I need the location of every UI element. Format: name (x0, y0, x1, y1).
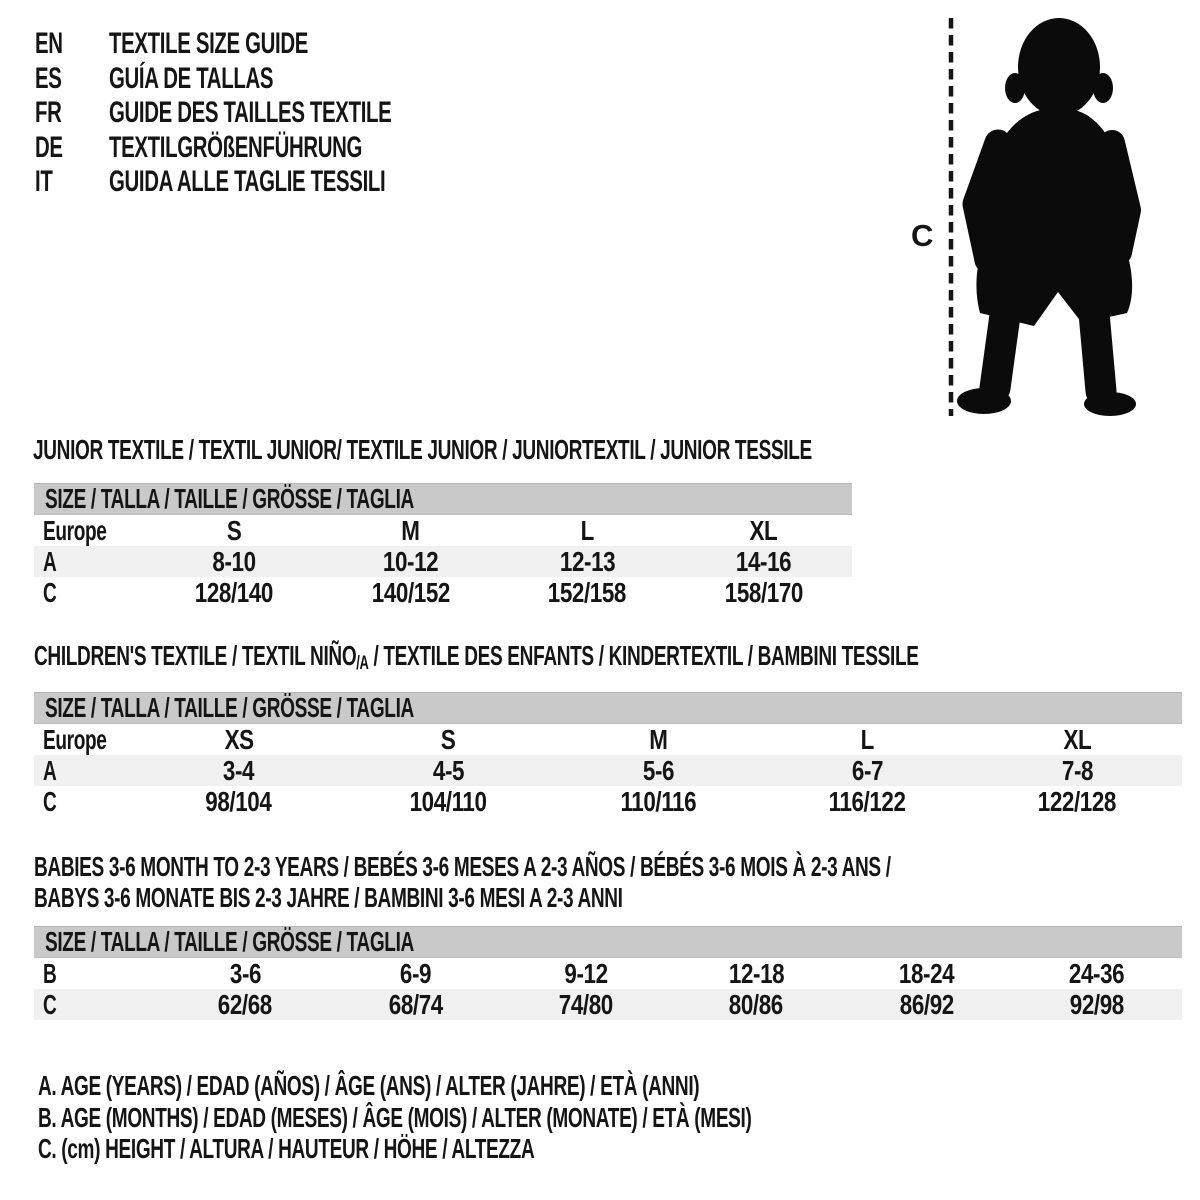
size-cell (134, 724, 344, 755)
value-cell (134, 786, 344, 817)
table-row-age (34, 546, 852, 577)
row-label-text: Europe (43, 724, 107, 755)
size-cell-text: M (401, 515, 420, 546)
value-cell (146, 546, 323, 577)
value-cell (671, 958, 841, 989)
legend-item-a: A. AGE (YEARS) / EDAD (AÑOS) / ÂGE (ANS) / ALTER (JAHRE) / ETÀ (ANNI) (38, 1070, 700, 1101)
value-cell (972, 786, 1182, 817)
size-cell (676, 515, 853, 546)
value-cell-text: 5-6 (642, 755, 674, 786)
language-row (35, 27, 524, 62)
table-row-height (34, 786, 1182, 817)
value-cell-text: 140/152 (371, 577, 450, 608)
size-cell-text: L (860, 724, 875, 755)
value-cell-text: 116/122 (829, 786, 907, 817)
value-cell (553, 755, 763, 786)
value-cell (671, 989, 841, 1020)
value-cell (499, 546, 676, 577)
row-label-text: A (43, 755, 57, 786)
legend-item (38, 1133, 1087, 1165)
value-cell (134, 755, 344, 786)
value-cell (323, 546, 500, 577)
children-title-sub: /A (356, 653, 369, 674)
size-cell-text: S (226, 515, 242, 546)
children-title-rest: / TEXTILE DES ENFANTS / KINDERTEXTIL / BAMBINI TESSILE (368, 640, 919, 671)
value-cell-text: 104/110 (409, 786, 487, 817)
junior-size-table (34, 483, 852, 608)
value-cell (1012, 989, 1182, 1020)
value-cell-text: 80/86 (729, 989, 784, 1020)
size-cell (499, 515, 676, 546)
size-header-text: SIZE / TALLA / TAILLE / GRÖSSE / TAGLIA (45, 483, 414, 514)
value-cell (499, 577, 676, 608)
row-label (34, 989, 160, 1020)
legend-item (38, 1070, 1087, 1102)
size-header-text: SIZE / TALLA / TAILLE / GRÖSSE / TAGLIA (45, 692, 414, 723)
value-cell (841, 958, 1011, 989)
value-cell (676, 546, 853, 577)
language-code-text: FR (35, 96, 62, 129)
value-cell-text: 10-12 (383, 546, 439, 577)
value-cell-text: 9-12 (564, 958, 608, 989)
row-label (34, 958, 160, 989)
measurement-legend (38, 1070, 1087, 1165)
row-label-text: A (43, 546, 57, 577)
size-cell-text: L (580, 515, 594, 546)
row-label (34, 724, 134, 755)
value-cell (763, 755, 973, 786)
size-cell-text: S (441, 724, 456, 755)
value-cell (841, 989, 1011, 1020)
language-row (35, 96, 524, 131)
size-cell (344, 724, 554, 755)
row-label (34, 786, 134, 817)
children-section-title-text (34, 640, 919, 675)
value-cell-text: 128/140 (195, 577, 274, 608)
size-header-band (34, 483, 852, 515)
row-label (34, 546, 146, 577)
guide-title: TEXTILGRÖßENFÜHRUNG (109, 130, 363, 164)
legend-item-b: B. AGE (MONTHS) / EDAD (MESES) / ÂGE (MOIS) / ALTER (MONATE) / ETÀ (MESI) (38, 1101, 752, 1133)
value-cell (323, 577, 500, 608)
value-cell-text: 12-18 (728, 958, 784, 989)
height-label-c: C (911, 218, 934, 253)
language-code (35, 27, 109, 62)
legend-item-c: C. (cm) HEIGHT / ALTURA / HAUTEUR / HÖHE / ALTEZZA (38, 1133, 535, 1164)
size-cell (553, 724, 763, 755)
children-section-title (34, 640, 1200, 675)
value-cell (763, 786, 973, 817)
value-cell-text: 18-24 (898, 958, 955, 989)
language-row (35, 62, 524, 97)
table-row-europe (34, 515, 852, 546)
value-cell (344, 755, 554, 786)
size-cell-text: XL (749, 515, 778, 546)
value-cell-text: 62/68 (218, 989, 273, 1020)
junior-section-title-text: JUNIOR TEXTILE / TEXTIL JUNIOR/ TEXTILE JUNIOR / JUNIORTEXTIL / JUNIOR TESSILE (33, 434, 812, 465)
value-cell (146, 577, 323, 608)
table-row-height (34, 989, 1182, 1020)
guide-title: GUÍA DE TALLAS (109, 61, 274, 95)
size-cell-text: XS (224, 724, 254, 755)
size-cell (972, 724, 1182, 755)
row-label-text: Europe (43, 515, 107, 546)
value-cell (160, 989, 330, 1020)
value-cell (344, 786, 554, 817)
junior-section-title (33, 434, 1178, 465)
value-cell (330, 958, 500, 989)
language-code-text: IT (35, 165, 53, 198)
value-cell-text: 6-9 (399, 958, 432, 989)
language-code-text: ES (35, 61, 62, 95)
guide-title: TEXTILE SIZE GUIDE (109, 27, 309, 60)
value-cell-text: 6-7 (851, 755, 884, 786)
table-row-europe (34, 724, 1182, 755)
babies-title-line2: BABYS 3-6 MONATE BIS 2-3 JAHRE / BAMBINI 3-6 MESI A 2-3 ANNI (34, 882, 623, 913)
size-cell (146, 515, 323, 546)
babies-section-title (34, 851, 1200, 913)
row-label (34, 577, 146, 608)
language-code (35, 96, 109, 131)
size-header-band (34, 692, 1182, 724)
value-cell-text: 98/104 (205, 786, 272, 817)
value-cell-text: 7-8 (1061, 755, 1093, 786)
row-label (34, 755, 134, 786)
table-row-age (34, 755, 1182, 786)
value-cell-text: 12-13 (559, 546, 615, 577)
table-row-months (34, 958, 1182, 989)
value-cell-text: 8-10 (212, 546, 256, 577)
value-cell-text: 3-6 (229, 958, 261, 989)
size-header-band (34, 926, 1182, 958)
row-label-text: C (43, 577, 57, 608)
language-row (35, 165, 524, 200)
value-cell (501, 989, 671, 1020)
value-cell-text: 86/92 (899, 989, 954, 1020)
language-row (35, 131, 524, 166)
language-title-list (35, 27, 524, 200)
children-size-table (34, 692, 1182, 817)
value-cell (501, 958, 671, 989)
value-cell-text: 74/80 (558, 989, 613, 1020)
size-header-text: SIZE / TALLA / TAILLE / GRÖSSE / TAGLIA (45, 926, 414, 957)
language-code (35, 62, 109, 97)
value-cell (1012, 958, 1182, 989)
row-label-text: C (43, 786, 57, 817)
language-code (35, 165, 109, 200)
value-cell (330, 989, 500, 1020)
value-cell-text: 3-4 (223, 755, 255, 786)
value-cell-text: 110/116 (620, 786, 696, 817)
row-label-text: C (43, 989, 57, 1020)
language-code-text: DE (35, 130, 63, 164)
value-cell (160, 958, 330, 989)
babies-size-table (34, 926, 1182, 1020)
value-cell (676, 577, 853, 608)
size-cell (323, 515, 500, 546)
guide-title: GUIDE DES TAILLES TEXTILE (109, 96, 392, 129)
value-cell (972, 755, 1182, 786)
size-cell-text: XL (1063, 724, 1092, 755)
size-cell (763, 724, 973, 755)
value-cell-text: 158/170 (724, 577, 803, 608)
value-cell (553, 786, 763, 817)
toddler-silhouette-icon (957, 18, 1136, 416)
language-code-text: EN (35, 27, 63, 60)
value-cell-text: 14-16 (736, 546, 792, 577)
row-label-text: B (43, 958, 57, 989)
value-cell-text: 68/74 (388, 989, 443, 1020)
value-cell-text: 122/128 (1038, 786, 1117, 817)
table-row-height (34, 577, 852, 608)
row-label (34, 515, 146, 546)
value-cell-text: 152/158 (548, 577, 627, 608)
value-cell-text: 4-5 (432, 755, 464, 786)
language-code (35, 131, 109, 166)
value-cell-text: 92/98 (1069, 989, 1124, 1020)
guide-title: GUIDA ALLE TAGLIE TESSILI (109, 165, 386, 198)
value-cell-text: 24-36 (1069, 958, 1125, 989)
legend-item (38, 1102, 1087, 1134)
children-title-main: CHILDREN'S TEXTILE / TEXTIL NIÑO (34, 640, 357, 671)
babies-title-line1: BABIES 3-6 MONTH TO 2-3 YEARS / BEBÉS 3-6 MESES A 2-3 AÑOS / BÉBÉS 3-6 MOIS À 2-3 ANS / (34, 851, 891, 882)
height-measurement-figure (898, 8, 1158, 420)
size-cell-text: M (648, 724, 668, 755)
